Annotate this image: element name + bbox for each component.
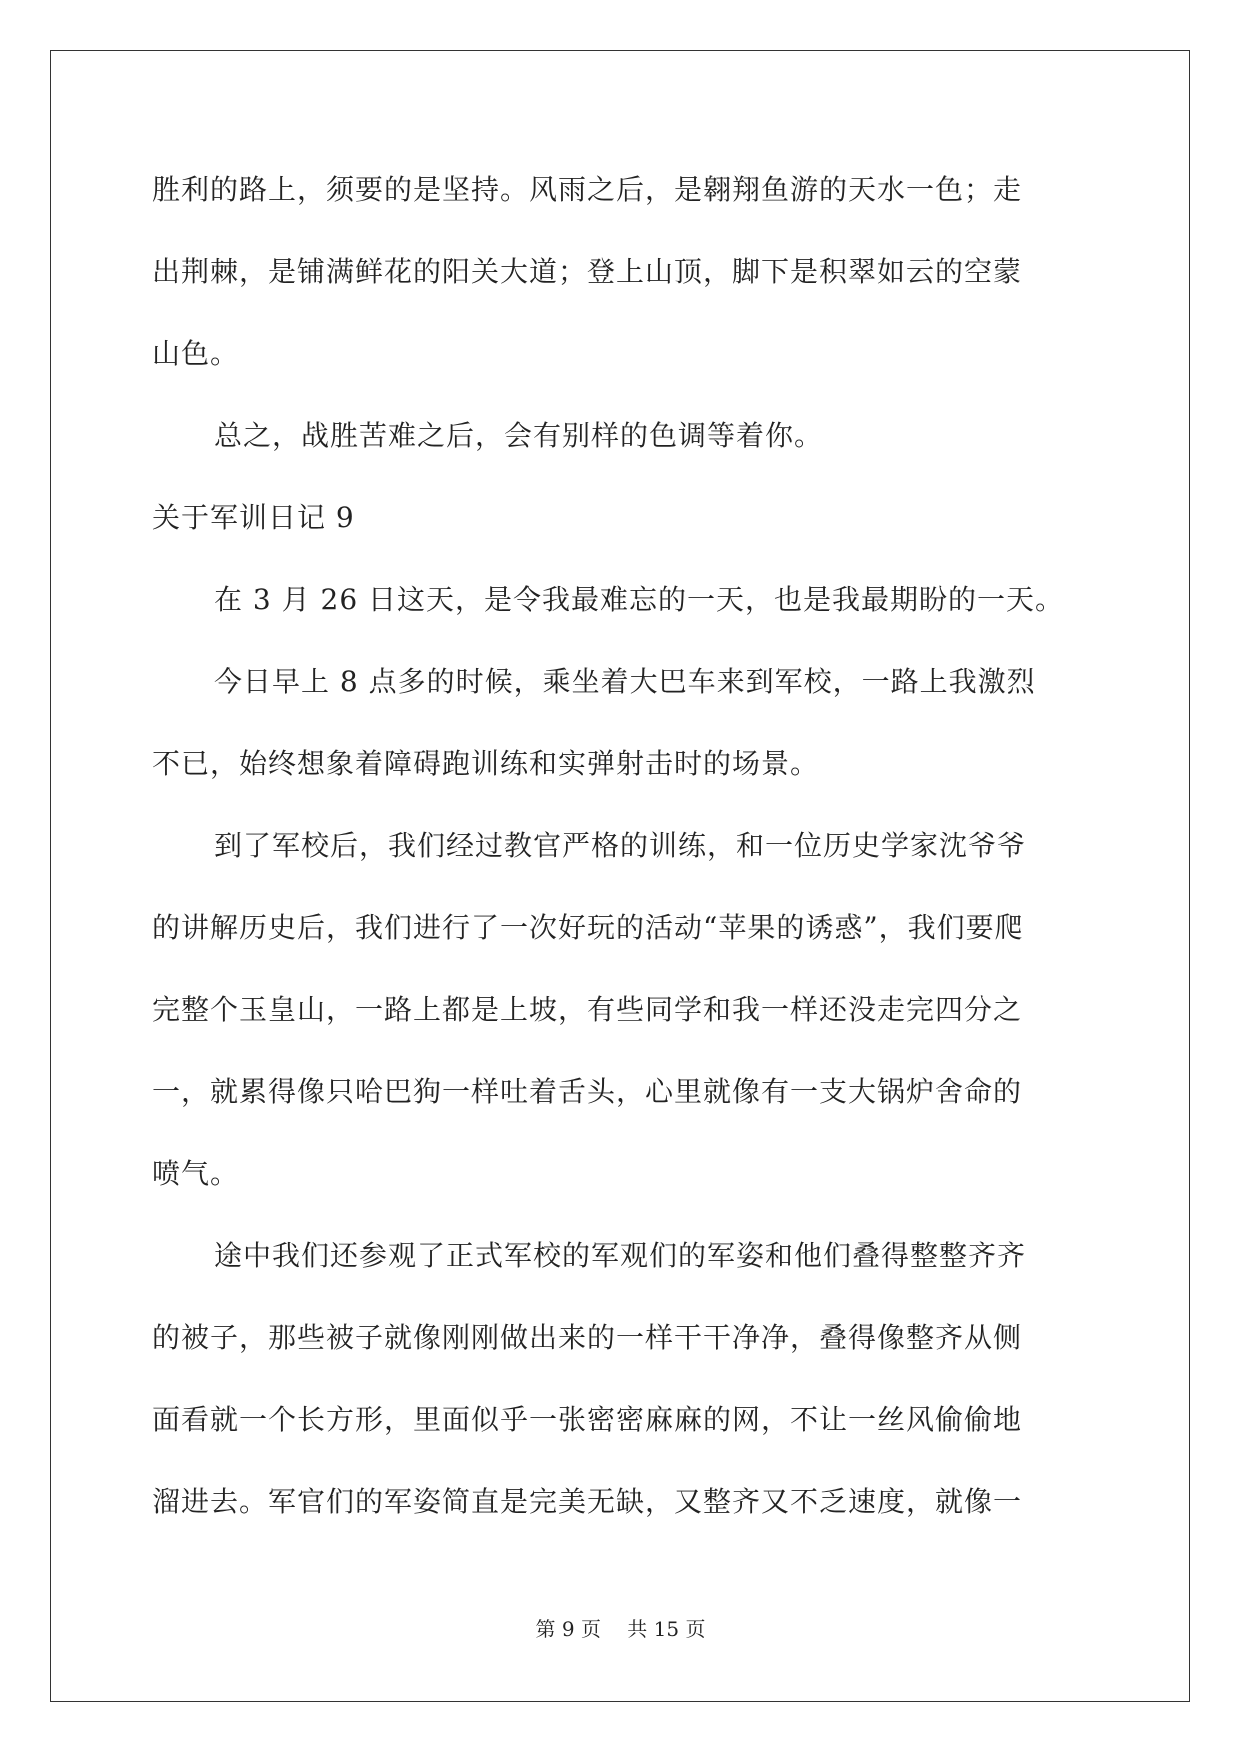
text-line: 总之，战胜苦难之后，会有别样的色调等着你。 [214,419,824,452]
text-line: 不已，始终想象着障碍跑训练和实弹射击时的场景。 [152,747,820,780]
text-line: 到了军校后，我们经过教官严格的训练，和一位历史学家沈爷爷 [214,829,1027,862]
page-frame [50,50,1190,1702]
section-heading: 关于军训日记 9 [152,501,355,534]
text-line: 今日早上 8 点多的时候，乘坐着大巴车来到军校，一路上我激烈 [214,665,1036,698]
text-line: 喷气。 [152,1157,240,1190]
text-line: 胜利的路上，须要的是坚持。风雨之后，是翱翔鱼游的天水一色；走 [152,173,1023,206]
page-number: 第 9 页 共 15 页 [535,1617,706,1641]
text-line: 出荆棘，是铺满鲜花的阳关大道；登上山顶，脚下是积翠如云的空蒙 [152,255,1023,288]
text-line: 在 3 月 26 日这天，是令我最难忘的一天，也是我最期盼的一天。 [214,583,1065,616]
text-line: 面看就一个长方形，里面似乎一张密密麻麻的网，不让一丝风偷偷地 [152,1403,1023,1436]
text-line: 完整个玉皇山，一路上都是上坡，有些同学和我一样还没走完四分之 [152,993,1023,1026]
text-line: 一，就累得像只哈巴狗一样吐着舌头，心里就像有一支大锅炉舍命的 [152,1075,1023,1108]
text-line: 溜进去。军官们的军姿简直是完美无缺，又整齐又不乏速度，就像一 [152,1485,1023,1518]
text-line: 的讲解历史后，我们进行了一次好玩的活动“苹果的诱惑”，我们要爬 [152,911,1024,944]
text-line: 山色。 [152,337,240,370]
text-line: 的被子，那些被子就像刚刚做出来的一样干干净净，叠得像整齐从侧 [152,1321,1023,1354]
text-line: 途中我们还参观了正式军校的军观们的军姿和他们叠得整整齐齐 [214,1239,1027,1272]
